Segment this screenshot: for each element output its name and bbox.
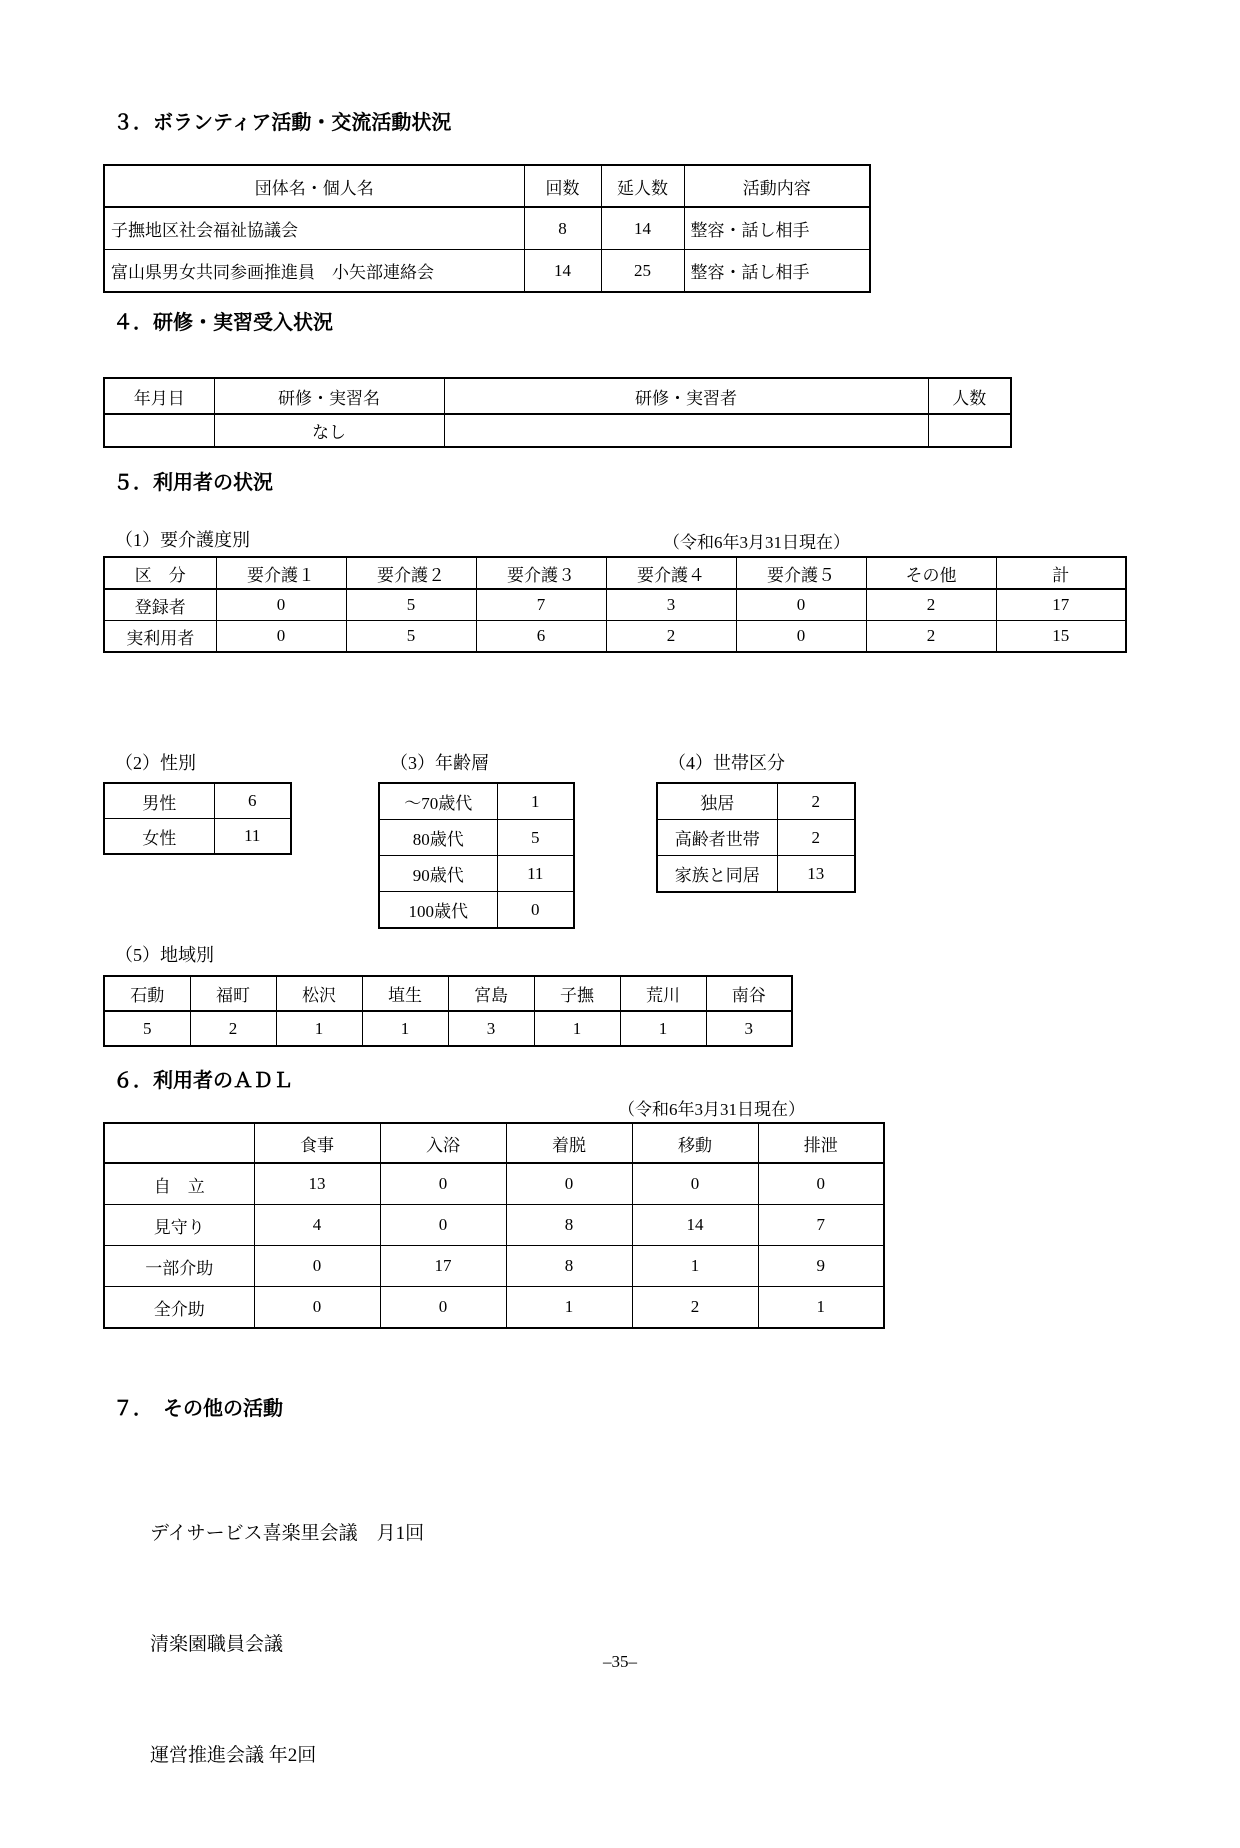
table-row [379, 892, 574, 929]
table-cell [444, 414, 928, 447]
column-header: 松沢 [276, 976, 362, 1011]
section7-title: ７． その他の活動 [113, 1398, 283, 1420]
training-acceptance-table [103, 377, 1012, 448]
table-cell: 80歳代 [379, 820, 497, 856]
table-cell: 0 [506, 1163, 632, 1205]
table-cell: 登録者 [104, 589, 216, 621]
column-header: 要介護２ [346, 557, 476, 589]
table-cell: 1 [758, 1287, 884, 1329]
table-cell: 13 [777, 856, 855, 893]
table-cell: 整容・話し相手 [684, 207, 870, 250]
table-cell: 3 [606, 589, 736, 621]
column-header: 年月日 [104, 378, 214, 414]
table-cell: 3 [448, 1011, 534, 1046]
table-cell: 1 [276, 1011, 362, 1046]
table-cell: 11 [497, 856, 574, 892]
section5-title: ５．利用者の状況 [113, 472, 273, 494]
table-row [104, 819, 291, 855]
column-header: 要介護５ [736, 557, 866, 589]
activity-line: 運営推進会議 年2回 [150, 1745, 317, 1766]
table-cell: 2 [777, 783, 855, 820]
table-cell: 5 [346, 589, 476, 621]
table-cell: 富山県男女共同参画推進員 小矢部連絡会 [104, 250, 524, 293]
table-row [379, 783, 574, 820]
section6-title: ６．利用者のＡＤＬ [113, 1070, 293, 1092]
table-cell: 1 [632, 1246, 758, 1287]
table-row [104, 1205, 884, 1246]
table-cell: 14 [601, 207, 684, 250]
household-type-label: （4）世帯区分 [668, 753, 785, 773]
table-row [104, 976, 792, 1011]
table-cell: 1 [362, 1011, 448, 1046]
column-header: 子撫 [534, 976, 620, 1011]
table-cell: 0 [736, 621, 866, 653]
activity-line: 清楽園職員会議 [150, 1634, 284, 1655]
table-cell: 15 [996, 621, 1126, 653]
region-table [103, 975, 793, 1047]
other-activities-list [150, 1441, 424, 1848]
care-level-label: （1）要介護度別 [115, 530, 250, 550]
table-cell [928, 414, 1011, 447]
adl-table [103, 1122, 885, 1329]
table-cell: 25 [601, 250, 684, 293]
table-row [379, 856, 574, 892]
table-cell: 8 [506, 1205, 632, 1246]
gender-label: （2）性別 [115, 753, 196, 773]
table-cell: 5 [104, 1011, 190, 1046]
household-type-table [656, 782, 856, 893]
column-header: 石動 [104, 976, 190, 1011]
table-row [104, 783, 291, 819]
table-cell: 0 [632, 1163, 758, 1205]
table-cell: 3 [706, 1011, 792, 1046]
table-row [104, 621, 1126, 653]
table-cell: 5 [497, 820, 574, 856]
age-group-table [378, 782, 575, 929]
table-cell: 17 [380, 1246, 506, 1287]
column-header: 研修・実習者 [444, 378, 928, 414]
table-cell: 8 [506, 1246, 632, 1287]
table-row [657, 856, 855, 893]
table-cell: 2 [866, 621, 996, 653]
table-cell: 0 [380, 1205, 506, 1246]
column-header: 荒川 [620, 976, 706, 1011]
table-cell: 女性 [104, 819, 214, 855]
table-row [104, 250, 870, 293]
table-cell: 5 [346, 621, 476, 653]
column-header: 排泄 [758, 1123, 884, 1163]
table-cell: 0 [497, 892, 574, 929]
table-cell: 2 [632, 1287, 758, 1329]
table-cell: なし [214, 414, 444, 447]
gender-table [103, 782, 292, 855]
column-header: 活動内容 [684, 165, 870, 207]
table-cell: 高齢者世帯 [657, 820, 777, 856]
column-header: 入浴 [380, 1123, 506, 1163]
table-cell: 一部介助 [104, 1246, 254, 1287]
table-row [104, 557, 1126, 589]
table-row [104, 1011, 792, 1046]
table-row [104, 1123, 884, 1163]
table-row [657, 820, 855, 856]
table-cell: 13 [254, 1163, 380, 1205]
table-row [379, 820, 574, 856]
care-level-table [103, 556, 1127, 653]
column-header: 福町 [190, 976, 276, 1011]
table-cell: 0 [380, 1287, 506, 1329]
table-cell: 2 [190, 1011, 276, 1046]
table-cell: ～70歳代 [379, 783, 497, 820]
table-cell: 0 [254, 1246, 380, 1287]
column-header: 食事 [254, 1123, 380, 1163]
table-cell: 9 [758, 1246, 884, 1287]
table-cell: 0 [254, 1287, 380, 1329]
section3-title: ３．ボランティア活動・交流活動状況 [113, 112, 452, 134]
table-cell: 17 [996, 589, 1126, 621]
activity-line: デイサービス喜楽里会議 月1回 [150, 1523, 425, 1544]
column-header: 埴生 [362, 976, 448, 1011]
column-header: 人数 [928, 378, 1011, 414]
table-cell: 1 [620, 1011, 706, 1046]
table-cell: 4 [254, 1205, 380, 1246]
table-row [104, 207, 870, 250]
volunteer-activity-table [103, 164, 871, 293]
table-row [104, 165, 870, 207]
table-cell [104, 414, 214, 447]
table-cell: 0 [216, 621, 346, 653]
column-header: 要介護３ [476, 557, 606, 589]
table-row [104, 1246, 884, 1287]
age-group-label: （3）年齢層 [390, 753, 489, 773]
table-cell: 0 [216, 589, 346, 621]
table-cell: 子撫地区社会福祉協議会 [104, 207, 524, 250]
table-cell: 0 [758, 1163, 884, 1205]
table-cell: 2 [866, 589, 996, 621]
table-cell: 独居 [657, 783, 777, 820]
table-cell: 8 [524, 207, 601, 250]
column-header: 回数 [524, 165, 601, 207]
table-cell: 0 [736, 589, 866, 621]
table-row [104, 1163, 884, 1205]
table-cell: 整容・話し相手 [684, 250, 870, 293]
column-header: 研修・実習名 [214, 378, 444, 414]
table-cell: 家族と同居 [657, 856, 777, 893]
column-header: 区 分 [104, 557, 216, 589]
column-header: 移動 [632, 1123, 758, 1163]
table-cell: 自 立 [104, 1163, 254, 1205]
column-header: 団体名・個人名 [104, 165, 524, 207]
table-cell: 0 [380, 1163, 506, 1205]
table-cell: 6 [476, 621, 606, 653]
column-header: 計 [996, 557, 1126, 589]
table-cell: 6 [214, 783, 291, 819]
table-cell: 14 [524, 250, 601, 293]
section4-title: ４．研修・実習受入状況 [113, 312, 333, 334]
table-row [104, 1287, 884, 1329]
adl-date-note: （令和6年3月31日現在） [618, 1100, 805, 1119]
column-header: 宮島 [448, 976, 534, 1011]
column-header [104, 1123, 254, 1163]
table-row [104, 378, 1011, 414]
table-cell: 1 [497, 783, 574, 820]
column-header: 要介護４ [606, 557, 736, 589]
table-cell: 実利用者 [104, 621, 216, 653]
column-header: 要介護１ [216, 557, 346, 589]
table-cell: 14 [632, 1205, 758, 1246]
table-row [657, 783, 855, 820]
table-cell: 1 [534, 1011, 620, 1046]
column-header: 南谷 [706, 976, 792, 1011]
table-row [104, 589, 1126, 621]
table-cell: 男性 [104, 783, 214, 819]
column-header: 延人数 [601, 165, 684, 207]
region-label: （5）地域別 [115, 945, 214, 965]
care-level-date-note: （令和6年3月31日現在） [663, 533, 850, 552]
table-cell: 11 [214, 819, 291, 855]
table-cell: 見守り [104, 1205, 254, 1246]
page-number: –35– [603, 1652, 637, 1671]
table-cell: 2 [606, 621, 736, 653]
table-cell: 1 [506, 1287, 632, 1329]
table-cell: 2 [777, 820, 855, 856]
column-header: 着脱 [506, 1123, 632, 1163]
table-cell: 100歳代 [379, 892, 497, 929]
table-row [104, 414, 1011, 447]
column-header: その他 [866, 557, 996, 589]
table-cell: 90歳代 [379, 856, 497, 892]
table-cell: 7 [758, 1205, 884, 1246]
table-cell: 全介助 [104, 1287, 254, 1329]
table-cell: 7 [476, 589, 606, 621]
